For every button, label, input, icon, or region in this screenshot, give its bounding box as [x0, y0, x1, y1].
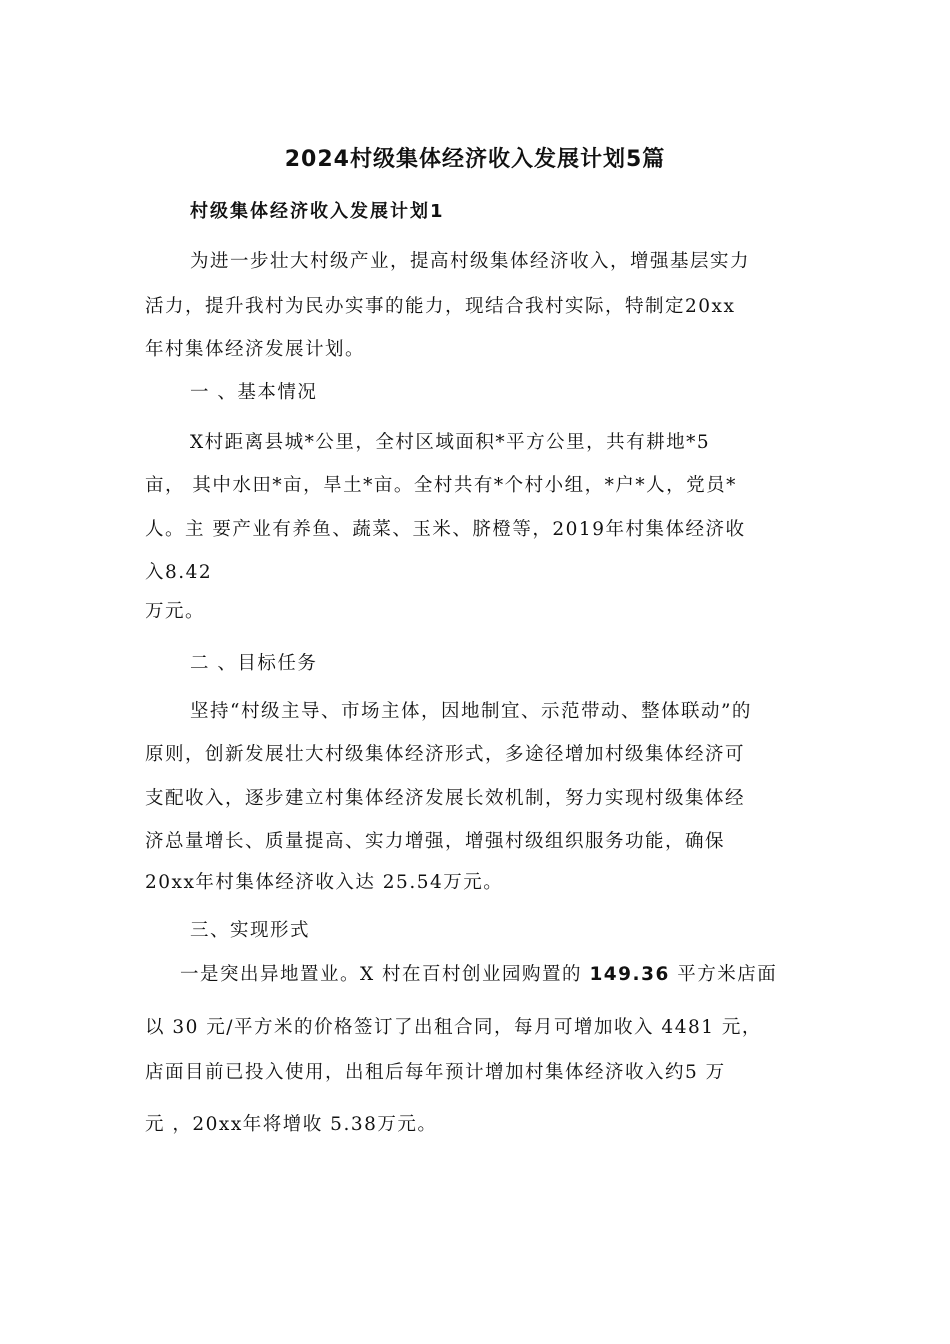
section-3-line-1-text: 一是突出异地置业。X 村在百村创业园购置的: [180, 964, 590, 985]
section-1-line-1: X村距离县城*公里，全村区域面积*平方公里，共有耕地*5: [190, 432, 711, 453]
section-2-heading: 二 、目标任务: [190, 653, 318, 674]
section-2-line-4: 济总量增长、质量提高、实力增强，增强村级组织服务功能，确保: [145, 831, 726, 852]
area-figure: 149.36: [589, 964, 670, 985]
section-1-heading: 一 、基本情况: [190, 382, 318, 403]
section-2-line-2: 原则，创新发展壮大村级集体经济形式，多途径增加村级集体经济可: [145, 744, 746, 765]
section-3-line-1-tail: 平方米店面: [669, 964, 778, 985]
section-1-line-4: 入8.42: [145, 562, 213, 583]
section-1-line-2: 亩， 其中水田*亩，旱土*亩。全村共有*个村小组，*户*人，党员*: [145, 475, 737, 496]
document-title: 2024村级集体经济收入发展计划5篇: [284, 147, 666, 172]
section-3-line-1: [180, 960, 777, 986]
intro-line-1: 为进一步壮大村级产业，提高村级集体经济收入，增强基层实力: [190, 251, 751, 272]
section-3-heading: 三、实现形式: [190, 920, 311, 941]
section-2-line-5: 20xx年村集体经济收入达 25.54万元。: [145, 872, 504, 893]
section-1-line-5: 万元。: [145, 601, 206, 622]
intro-line-3: 年村集体经济发展计划。: [145, 339, 366, 360]
section-3-line-3: 店面目前已投入使用，出租后每年预计增加村集体经济收入约5 万: [145, 1062, 726, 1083]
section-title: 村级集体经济收入发展计划1: [190, 201, 445, 222]
section-2-line-1: 坚持“村级主导、市场主体，因地制宜、示范带动、整体联动”的: [190, 701, 752, 722]
section-3-line-4: 元 ，20xx年将增收 5.38万元。: [145, 1114, 438, 1135]
section-1-line-3: 人。主 要产业有养鱼、蔬菜、玉米、脐橙等，2019年村集体经济收: [145, 519, 746, 540]
intro-line-2: 活力，提升我村为民办实事的能力，现结合我村实际，特制定20xx: [145, 296, 736, 317]
section-3-line-2: 以 30 元/平方米的价格签订了出租合同，每月可增加收入 4481 元，: [145, 1017, 762, 1038]
section-2-line-3: 支配收入，逐步建立村集体经济发展长效机制，努力实现村级集体经: [145, 788, 746, 809]
